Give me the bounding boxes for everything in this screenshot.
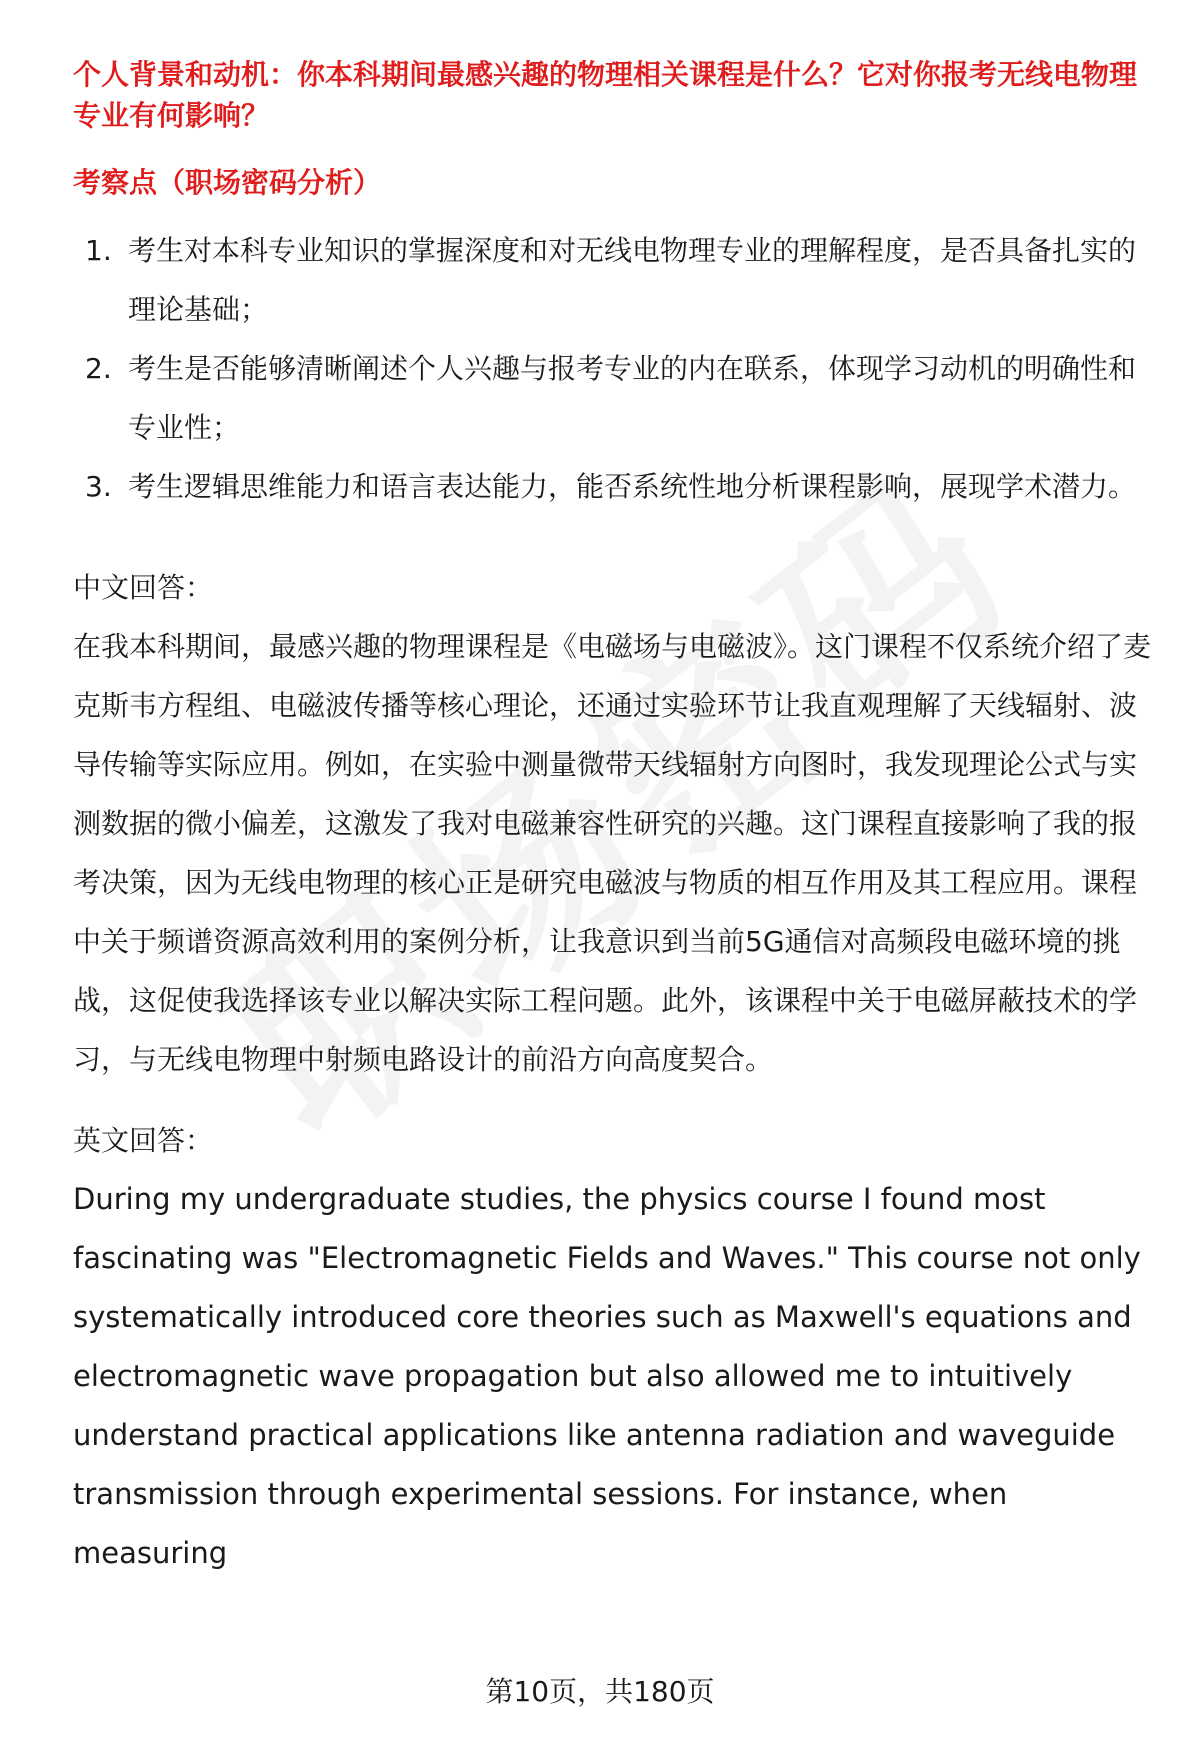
analysis-point-1 (73, 221, 1153, 339)
chinese-answer-text: 在我本科期间，最感兴趣的物理课程是《电磁场与电磁波》。这门课程不仅系统介绍了麦克斯韦方程组、电磁波传播等核心理论，还通过实验环节让我直观理解了天线辐射、波导传输等实际应用。例如，在实验中测量微带天线辐射方向图时，我发现理论公式与实测数据的微小偏差，这激发了我对电磁兼容性研究的兴趣。这门课程直接影响了我的报考决策，因为无线电物理的核心正是研究电磁波与物质的相互作用及其工程应用。课程中关于频谱资源高效利用的案例分析，让我意识到当前5G通信对高频段电磁环境的挑战，这促使我选择该专业以解决实际工程问题。此外，该课程中关于电磁屏蔽技术的学习，与无线电物理中射频电路设计的前沿方向高度契合。 (73, 630, 1152, 1076)
analysis-point-3 (73, 457, 1153, 516)
point-text: 考生对本科专业知识的掌握深度和对无线电物理专业的理解程度，是否具备扎实的理论基础； (128, 234, 1137, 326)
page-number: 第10页，共180页 (485, 1675, 715, 1708)
question-heading: 个人背景和动机：你本科期间最感兴趣的物理相关课程是什么？它对你报考无线电物理专业有何影响？ (73, 58, 1138, 132)
point-number: 2. (85, 352, 112, 385)
point-number: 1. (85, 234, 112, 267)
point-text: 考生是否能够清晰阐述个人兴趣与报考专业的内在联系，体现学习动机的明确性和专业性； (128, 352, 1137, 444)
analysis-points (73, 221, 1153, 516)
english-answer-label: 英文回答： (73, 1124, 214, 1157)
point-number: 3. (85, 470, 112, 503)
analysis-title: 考察点（职场密码分析） (73, 166, 382, 199)
document-page (73, 54, 1153, 1583)
chinese-answer-label: 中文回答： (73, 571, 214, 604)
english-answer-text: During my undergraduate studies, the physics course I found most fascinating was "Electromagnetic Fields and Waves." This course not only systematically introduced core theories such as Maxwell's equations and electromagnetic wave propagation but also allowed me to intuitively understand practical applications like antenna radiation and waveguide transmission through experimental sessions. For instance, when measuring (73, 1182, 1141, 1570)
analysis-point-2 (73, 339, 1153, 457)
point-text: 考生逻辑思维能力和语言表达能力，能否系统性地分析课程影响，展现学术潜力。 (128, 470, 1137, 503)
